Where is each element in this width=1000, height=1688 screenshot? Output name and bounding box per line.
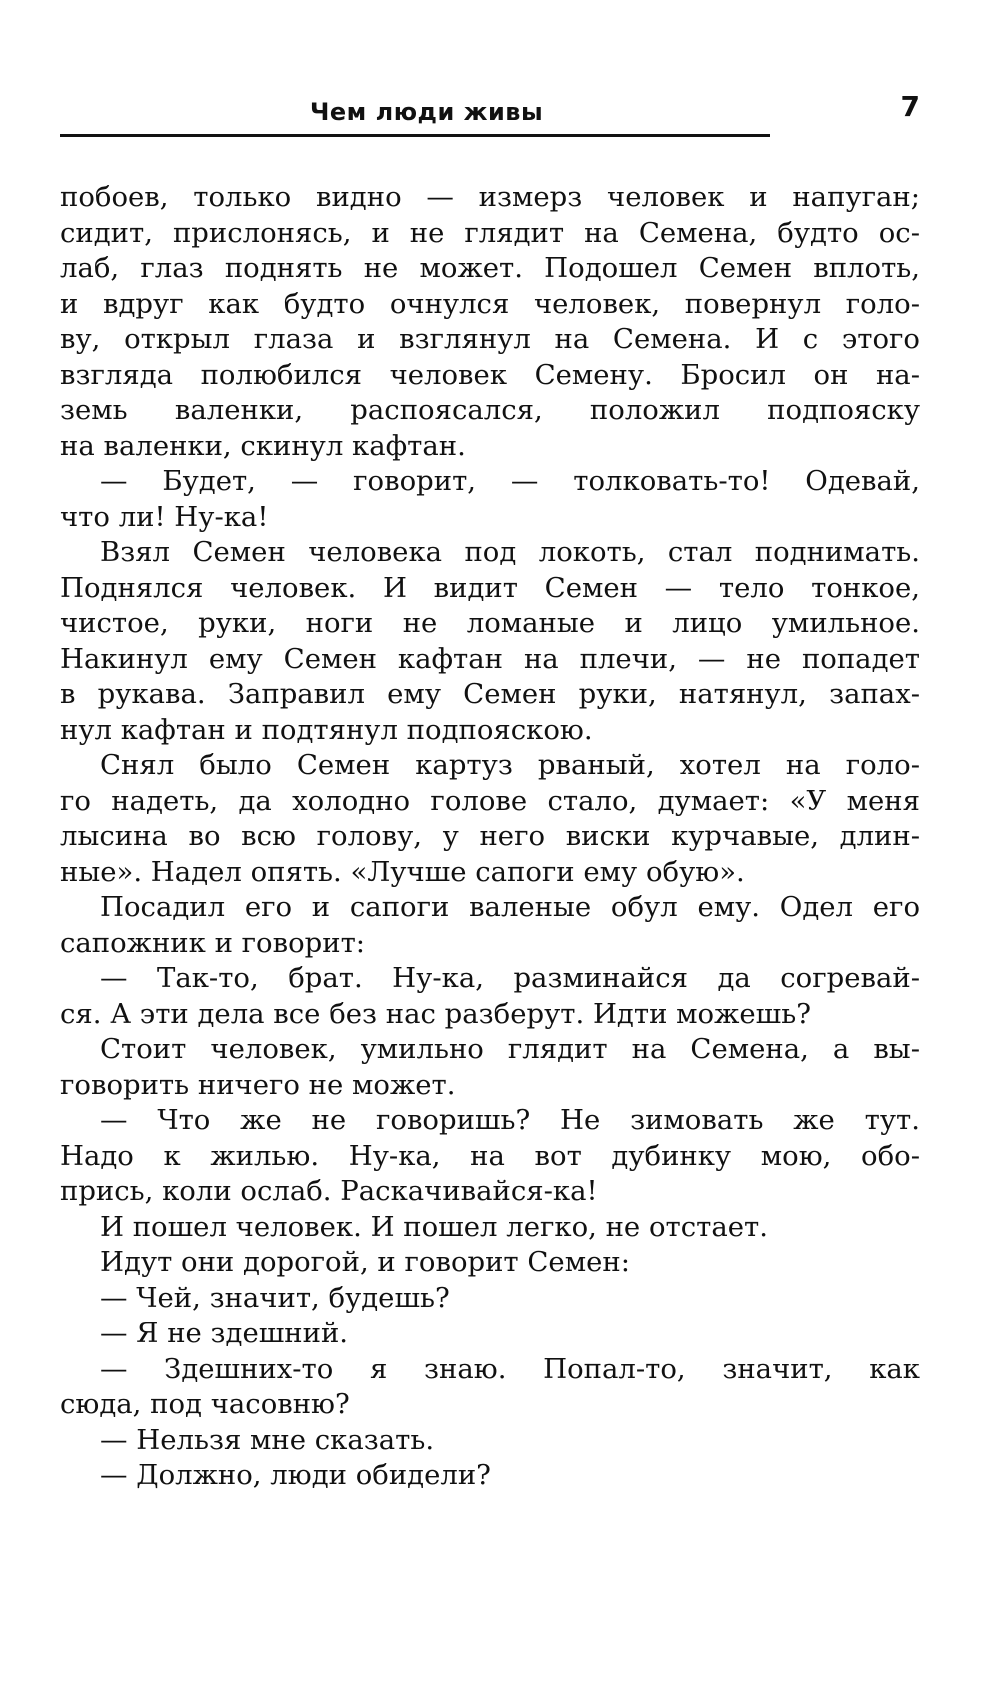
text-line: Поднялся человек. И видит Семен — тело тонкое, — [60, 571, 920, 604]
text-line: ву, открыл глаза и взглянул на Семена. И с этого — [60, 323, 920, 355]
text-line: — Так-то, брат. Ну-ка, разминайся да согревай- — [100, 962, 920, 994]
text-line: Надо к жилью. Ну-ка, на вот дубинку мою, обо- — [60, 1139, 920, 1172]
text-line: сапожник и говорит: — [60, 926, 366, 959]
text-line: И пошел человек. И пошел легко, не отстает. — [100, 1210, 768, 1243]
text-line: что ли! Ну-ка! — [60, 500, 269, 533]
text-line: Посадил его и сапоги валеные обул ему. Одел его — [100, 891, 920, 923]
text-line: нул кафтан и подтянул подпояскою. — [60, 713, 593, 746]
text-line: лысина во всю голову, у него виски курчавые, длин- — [60, 820, 920, 852]
text-line: и вдруг как будто очнулся человек, повернул голо- — [60, 287, 920, 320]
text-line: говорить ничего не может. — [60, 1068, 456, 1101]
text-line: Снял было Семен картуз рваный, хотел на голо- — [100, 749, 920, 781]
text-line: Идут они дорогой, и говорит Семен: — [100, 1246, 630, 1278]
text-line: ся. А эти дела все без нас разберут. Идти можешь? — [60, 997, 811, 1030]
text-line: в рукава. Заправил ему Семен руки, натянул, запах- — [60, 678, 920, 710]
text-line: — Здешних-то я знаю. Попал-то, значит, как — [100, 1352, 920, 1385]
text-line: го надеть, да холодно голове стало, думает: «У меня — [60, 784, 920, 817]
running-title: Чем люди живы — [310, 98, 544, 126]
text-line: Стоит человек, умильно глядит на Семена, а вы- — [100, 1033, 920, 1065]
text-line: — Должно, люди обидели? — [100, 1459, 491, 1491]
text-line: на валенки, скинул кафтан. — [60, 429, 466, 462]
text-line: сюда, под часовню? — [60, 1388, 350, 1420]
header-rule — [60, 134, 770, 137]
text-line: взгляда полюбился человек Семену. Бросил он на- — [60, 358, 920, 391]
text-line: Взял Семен человека под локоть, стал поднимать. — [100, 536, 920, 568]
text-line: — Нельзя мне сказать. — [100, 1423, 435, 1456]
text-line: ные». Надел опять. «Лучше сапоги ему обую». — [60, 855, 745, 888]
text-line: чистое, руки, ноги не ломаные и лицо умильное. — [60, 607, 920, 639]
text-line: земь валенки, распоясался, положил подпояску — [60, 394, 920, 426]
text-line: — Будет, — говорит, — толковать-то! Одевай, — [100, 465, 920, 497]
text-line: лаб, глаз поднять не может. Подошел Семен вплоть, — [60, 252, 920, 284]
text-line: Накинул ему Семен кафтан на плечи, — не попадет — [60, 642, 920, 675]
text-line: сидит, прислонясь, и не глядит на Семена, будто ос- — [60, 216, 920, 249]
text-line: — Чей, значит, будешь? — [100, 1281, 450, 1314]
page-number: 7 — [900, 90, 920, 123]
running-header — [60, 90, 920, 140]
text-line: прись, коли ослаб. Раскачивайся-ка! — [60, 1175, 598, 1207]
text-line: побоев, только видно — измерз человек и напуган; — [60, 181, 920, 213]
body-text — [60, 180, 920, 1494]
text-line: — Что же не говоришь? Не зимовать же тут. — [100, 1104, 920, 1136]
text-line: — Я не здешний. — [100, 1317, 349, 1349]
